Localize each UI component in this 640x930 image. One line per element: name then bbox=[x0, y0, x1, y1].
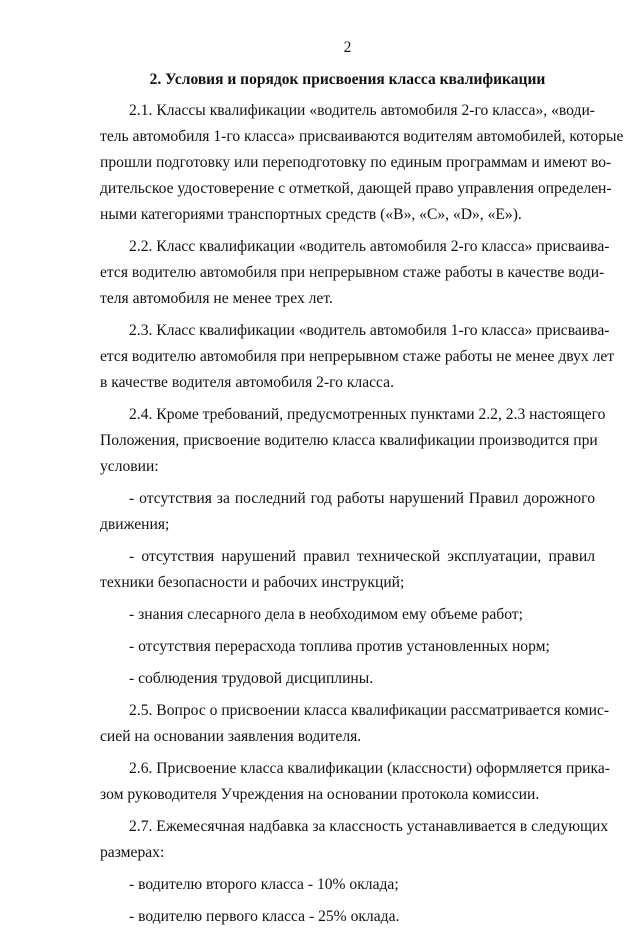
text-line: - отсутствия перерасхода топлива против установленных норм; bbox=[129, 638, 550, 655]
paragraph-2-6 bbox=[100, 756, 610, 808]
text-line: 2.5. Вопрос о присвоении класса квалификации рассматривается комис- bbox=[129, 702, 610, 719]
paragraph-2-4 bbox=[100, 402, 606, 480]
text-line: 2.7. Ежемесячная надбавка за классность устанавливается в следующих bbox=[129, 818, 609, 835]
text-line: тель автомобиля 1-го класса» присваиваются водителям автомобилей, которые bbox=[100, 128, 624, 145]
text-line: условии: bbox=[100, 458, 159, 475]
text-line: 2.1. Классы квалификации «водитель автомобиля 2-го класса», «води- bbox=[129, 102, 595, 119]
text-line: - соблюдения трудовой дисциплины. bbox=[129, 670, 374, 687]
list-item bbox=[100, 602, 595, 628]
text-line: 2.6. Присвоение класса квалификации (классности) оформляется прика- bbox=[129, 760, 610, 777]
section-title: 2. Условия и порядок присвоения класса квалификации bbox=[149, 71, 546, 88]
text-line: ными категориями транспортных средств («B», «C», «D», «E»). bbox=[100, 206, 522, 223]
list-item bbox=[100, 486, 595, 538]
text-line: зом руководителя Учреждения на основании протокола комиссии. bbox=[100, 786, 540, 803]
text-line: - отсутствия нарушений правил технической эксплуатации, правил bbox=[129, 548, 595, 565]
text-line: движения; bbox=[100, 516, 170, 533]
paragraph-2-3 bbox=[100, 318, 615, 396]
list-item bbox=[100, 872, 595, 898]
text-line: в качестве водителя автомобиля 2-го класса. bbox=[100, 374, 394, 391]
text-line: Положения, присвоение водителю класса квалификации производится при bbox=[100, 432, 598, 449]
text-line: теля автомобиля не менее трех лет. bbox=[100, 290, 333, 307]
text-line: техники безопасности и рабочих инструкций; bbox=[100, 574, 405, 591]
text-line: - отсутствия за последний год работы нарушений Правил дорожного bbox=[129, 490, 595, 507]
paragraph-2-5 bbox=[100, 698, 610, 750]
text-line: сией на основании заявления водителя. bbox=[100, 728, 362, 745]
list-item bbox=[100, 666, 595, 692]
text-line: ется водителю автомобиля при непрерывном стаже работы в качестве води- bbox=[100, 264, 605, 281]
document-body bbox=[100, 98, 624, 930]
text-line: 2.2. Класс квалификации «водитель автомобиля 2-го класса» присваива- bbox=[129, 238, 610, 255]
text-line: - знания слесарного дела в необходимом ему объеме работ; bbox=[129, 606, 523, 623]
text-line: - водителю второго класса - 10% оклада; bbox=[129, 876, 399, 893]
text-line: ется водителю автомобиля при непрерывном стаже работы не менее двух лет bbox=[100, 348, 615, 365]
list-item bbox=[100, 634, 595, 660]
text-line: - водителю первого класса - 25% оклада. bbox=[129, 908, 400, 925]
text-line: 2.3. Класс квалификации «водитель автомобиля 1-го класса» присваива- bbox=[129, 322, 610, 339]
paragraph-2-7 bbox=[100, 814, 609, 866]
text-line: размерах: bbox=[100, 844, 165, 861]
list-item bbox=[100, 544, 595, 596]
paragraph-2-1 bbox=[100, 98, 624, 228]
text-line: дительское удостоверение с отметкой, дающей право управления определен- bbox=[100, 180, 612, 197]
text-line: прошли подготовку или переподготовку по единым программам и имеют во- bbox=[100, 154, 612, 171]
paragraph-2-2 bbox=[100, 234, 610, 312]
text-line: 2.4. Кроме требований, предусмотренных пунктами 2.2, 2.3 настоящего bbox=[129, 406, 606, 423]
page-number: 2 bbox=[343, 39, 352, 56]
list-item bbox=[100, 904, 595, 930]
